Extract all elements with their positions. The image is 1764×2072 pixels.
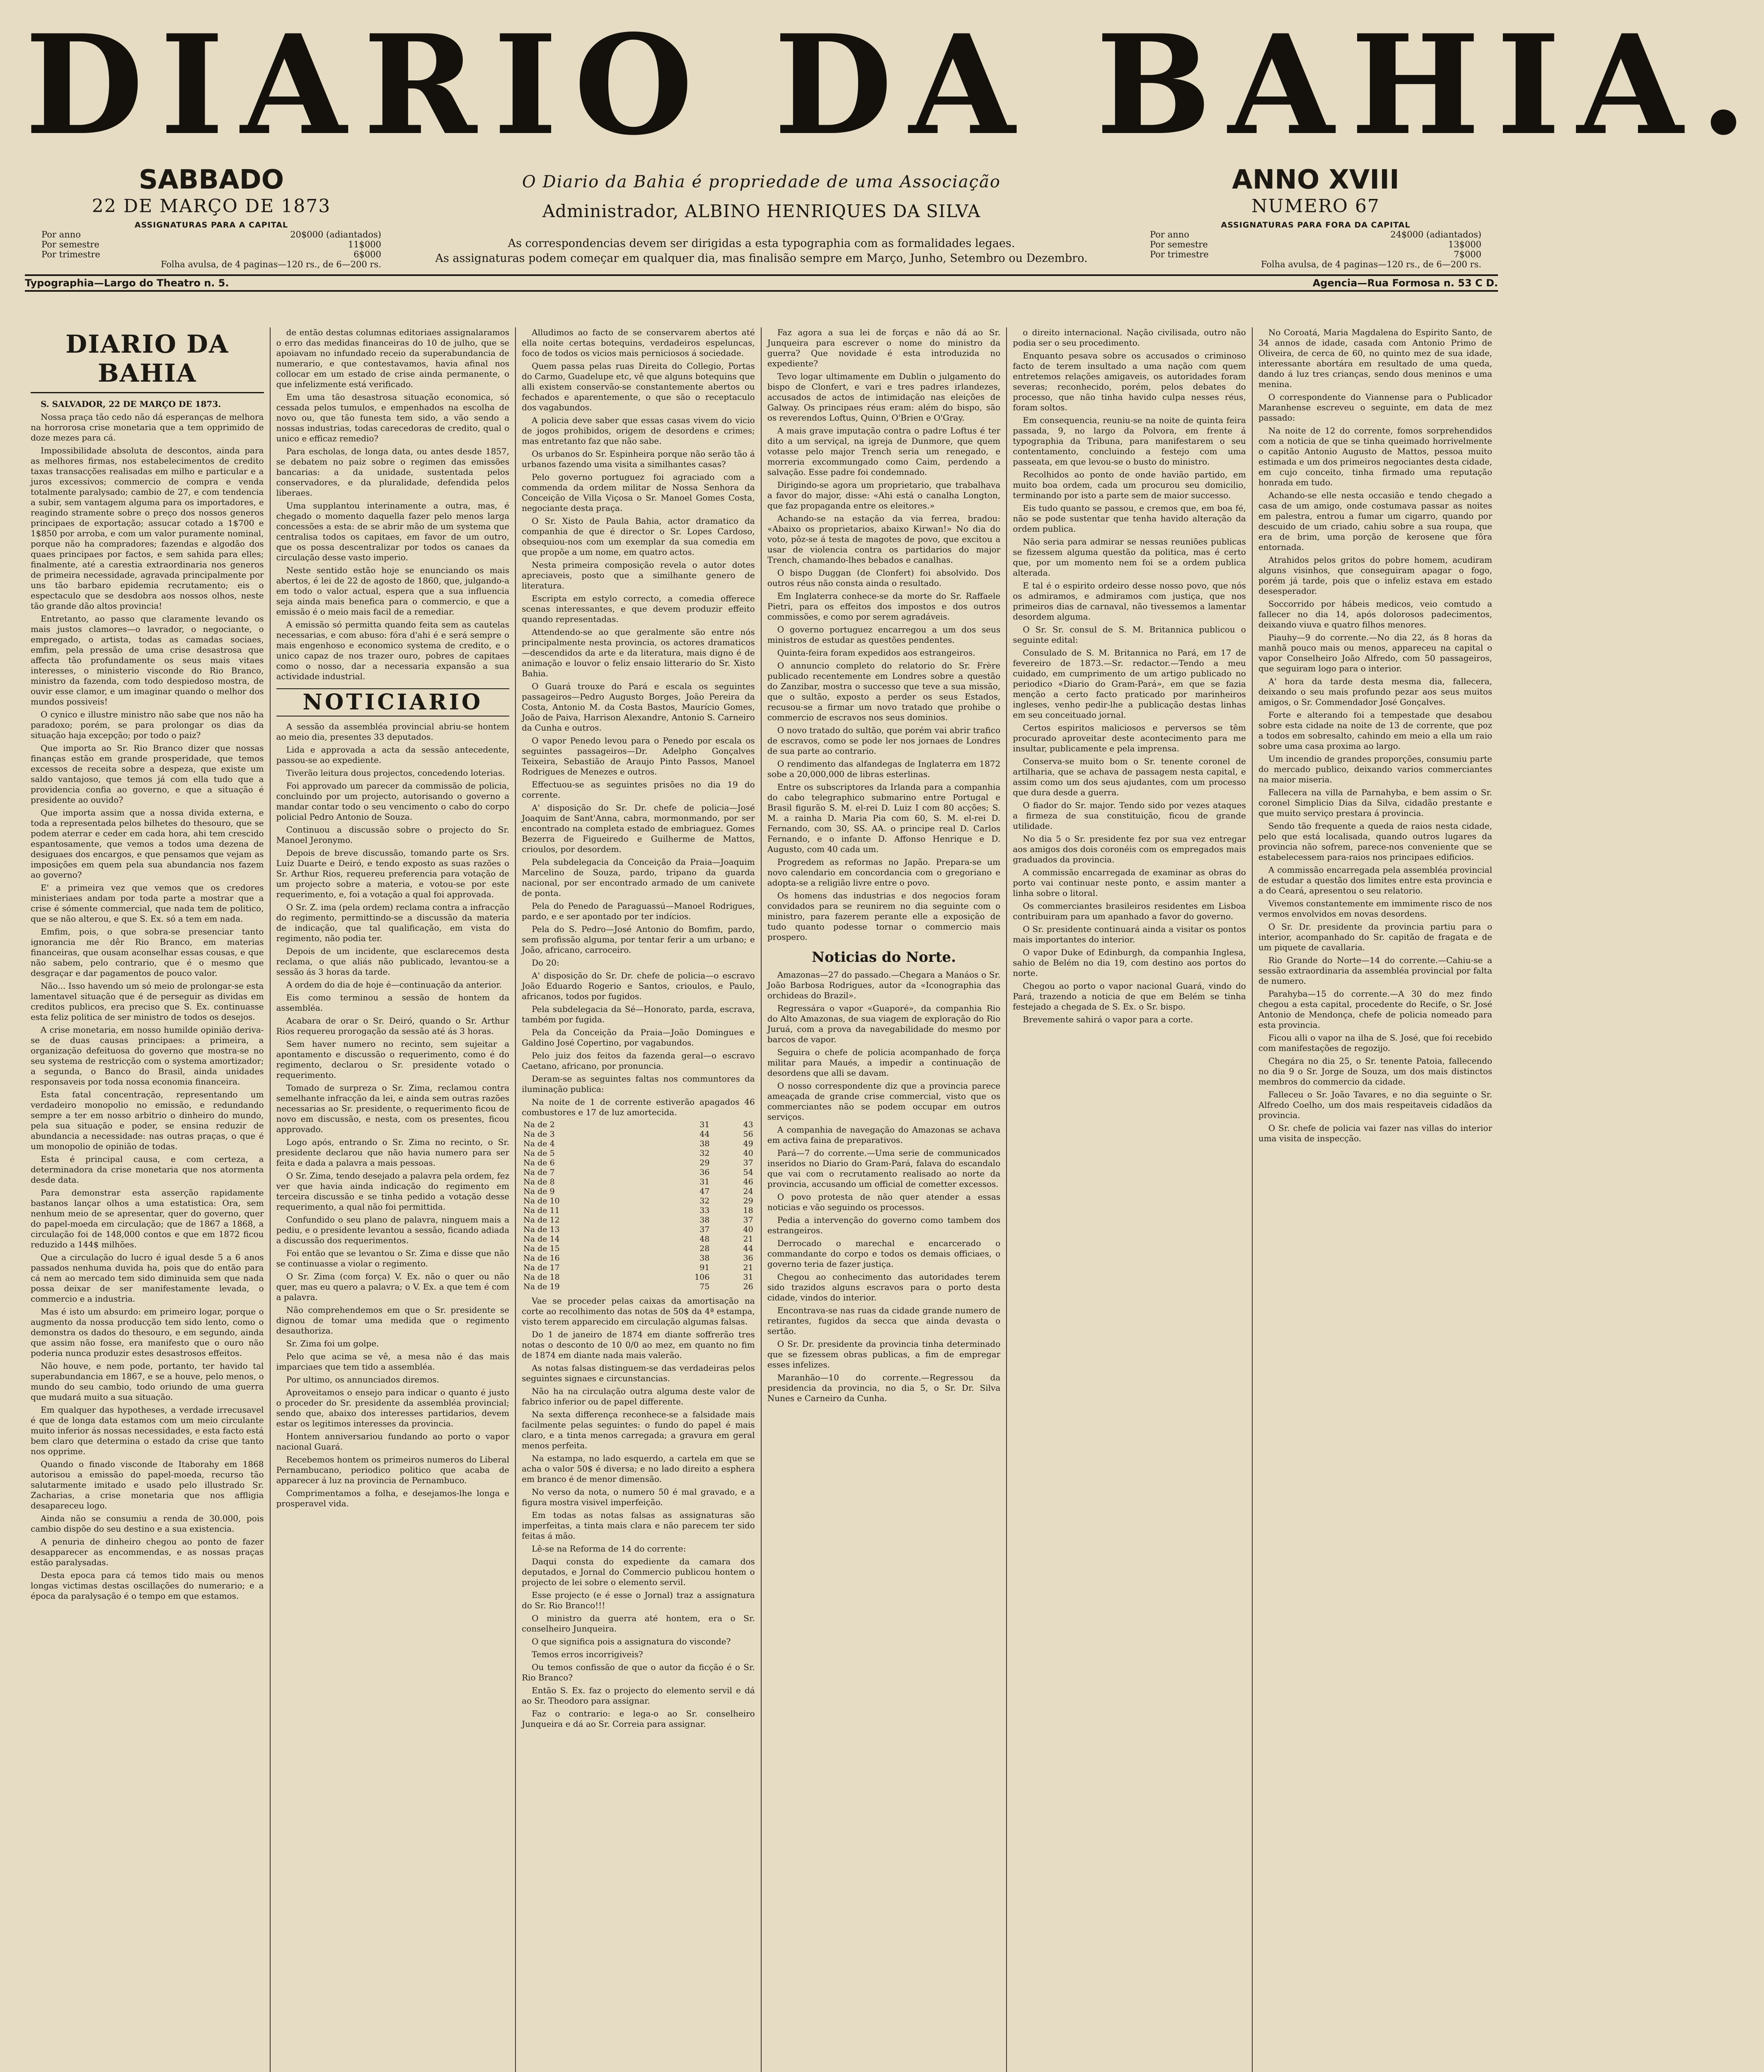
paragraph: O Guará trouxe do Pará e escala os seguintes passageiros—Pedro Augusto Borges, João Pereira da Costa, Antonio M. da Costa Bastos, Maurício Gomes, João de Paiva, Harrison Alexandre, Antonio S. Carneiro da Cunha e outros. bbox=[522, 681, 755, 733]
table-cell: 21 bbox=[743, 1263, 753, 1272]
north-news-body bbox=[767, 970, 1001, 1404]
paragraph: A' hora da tarde desta mesma dia, fallecera, deixando o seu mais profundo pezar aos seus muitos amigos, o Sr. Commendador José Gonçalves. bbox=[1258, 676, 1493, 707]
paragraph: Falleceu o Sr. João Tavares, e no dia seguinte o Sr. Alfredo Coelho, um dos mais respeitaveis cidadãos da provincia. bbox=[1258, 1089, 1493, 1120]
paragraph: Os commerciantes brasileiros residentes em Lisboa contribuiram para um apanhado a favor do governo. bbox=[1013, 901, 1246, 921]
paragraph: Ficou alli o vapor na ilha de S. José, que foi recebido com manifestações de regozijo. bbox=[1258, 1033, 1493, 1053]
column-6 bbox=[1253, 327, 1498, 2072]
paragraph: Escripta em estylo correcto, a comedia offerece scenas interessantes, e que devem produzir effeito quando representadas. bbox=[522, 593, 755, 624]
paragraph: A crise monetaria, em nosso humilde opinião deriva-se de duas causas principaes: a primeira, a organização defeituosa do governo que mostra-se no seu systema de restricção com o systema amortizador; a segunda, o Banco do Brasil, ainda unidades responsaveis por toda nossa economia financeira. bbox=[31, 1025, 264, 1087]
paragraph: Chegára no dia 25, o Sr. tenente Patoia, fallecendo no dia 9 o Sr. Jorge de Souza, um dos mais distinctos membros do commercio da cidade. bbox=[1258, 1056, 1493, 1087]
column-3 bbox=[516, 327, 762, 2072]
paragraph: Por ultimo, os annunciados diremos. bbox=[286, 1375, 439, 1385]
column-2 bbox=[271, 327, 516, 2072]
paragraph: O Sr. Dr. presidente da provincia partiu para o interior, acompanhado do Sr. capitão de fragata e de um piquete de cavallaria. bbox=[1258, 922, 1493, 952]
paragraph: O cynico e illustre ministro não sabe que nos não ha paradoxo; porém, se para prolongar os dias da situação haja excepção; por todo o paiz? bbox=[31, 709, 264, 740]
paragraph: Attendendo-se ao que geralmente são entre nós principalmente nesta provincia, os actores dramaticos —descendidos da arte e da literatura, mais digno é de animação e louvor o feliz ensaio litterario do Sr. Xisto Bahia. bbox=[522, 627, 755, 678]
paragraph: Acabara de orar o Sr. Deiró, quando o Sr. Arthur Rios requereu prorogação da sessão até ás 3 horas. bbox=[276, 1016, 510, 1036]
paragraph: O Sr. Z. ima (pela ordem) reclama contra a infracção do regimento, permittindo-se a discussão da materia de indicação, que tal qualificação, em vista do regimento, não podia ter. bbox=[276, 902, 510, 943]
paragraph: Em uma tão desastrosa situação economica, só cessada pelos tumulos, e empenhados na escolha de novo ou, que tão funesta tem sido, a vão sendo a nossas industrias, todas carecedoras de credito, qual o unico e efficaz remedio? bbox=[276, 392, 510, 443]
table-cell: 91 bbox=[699, 1263, 710, 1272]
paragraph: A mais grave imputação contra o padre Loftus é ter dito a um serviçal, na igreja de Dunmore, que quem votasse pelo major Trench seria um renegado, e morreria excommungado como Caim, perdendo a salvação. Esse padre foi condemnado. bbox=[767, 426, 1001, 477]
paragraph: de então destas columnas editoriaes assignalaramos o erro das medidas financeiras do 10 de julho, que se apoiavam no infundado receio da superabundancia de numerario, e que contestavamos, havia afinal nos collocar em um estado de crise ainda permanente, o que infelizmente está verificado. bbox=[276, 327, 510, 389]
paragraph: Os homens das industrias e dos negocios foram convidados para se reunirem no dia seguinte com o ministro, para fazerem perante elle a exposição de tudo quanto podesse tornar o commercio mais prospero. bbox=[767, 891, 1001, 942]
table-cell: 31 bbox=[699, 1120, 710, 1129]
table-row bbox=[522, 1273, 755, 1282]
paragraph: E tal é o espirito ordeiro desse nosso povo, que nós os admiramos, e admiramos com justiça, que nos primeiros dias de carnaval, não tivessemos a lamentar desordem alguma. bbox=[1013, 581, 1246, 622]
table-row bbox=[522, 1244, 755, 1254]
paragraph: No verso da nota, o numero 50 é mal gravado, e a figura mostra visivel imperfeição. bbox=[522, 1487, 755, 1507]
table-row bbox=[522, 1168, 755, 1177]
paragraph: O Sr. Dr. presidente da provincia tinha determinado que se fizessem obras publicas, a fim de empregar esses infelizes. bbox=[767, 1339, 1001, 1370]
paragraph: Brevemente sahirá o vapor para a corte. bbox=[1023, 1014, 1193, 1024]
paragraph: Seguira o chefe de policia acompanhado de força militar para Maués, a impedir a continuação de desordens que alli se davam. bbox=[767, 1047, 1001, 1078]
paragraph: Entretanto, ao passo que claramente levando os mais justos clamores—o lavrador, o negociante, o empregado, o artista, todas as camadas sociaes, emfim, pela pressão de uma crise desastrosa que affecta tão profundamente os seus mais vitaes interesses, o ministerio visconde do Rio Branco, ministro da fazenda, com todo despiedoso mostra, de ouvir esse clamor, e um imaginar quando o melhor dos mundos possiveis! bbox=[31, 614, 264, 707]
paragraph: Confundido o seu plano de palavra, ninguem mais a pediu, e o presidente levantou a sessão, ficando adiada a discussão dos requerimentos. bbox=[276, 1215, 510, 1245]
paragraph: Foi approvado um parecer da commissão de policia, concluindo por um projecto, autorisando o governo a mandar contar todo o seu vencimento o cabo do corpo policial Pedro Antonio de Souza. bbox=[276, 781, 510, 822]
paragraph: Tiverão leitura dous projectos, concedendo loterias. bbox=[286, 768, 505, 778]
paragraph: O governo portuguez encarregou a um dos seus ministros de estudar as questões pendentes. bbox=[767, 625, 1001, 645]
table-row bbox=[522, 1196, 755, 1206]
paragraph: Desta epoca para cá temos tido mais ou menos longas victimas destas oscillações do numerario; e a época da paralysação é o tempo em que estamos. bbox=[31, 1570, 264, 1601]
table-cell: Na de 16 bbox=[523, 1254, 560, 1263]
typography-address: Typographia—Largo do Theatro n. 5. bbox=[25, 277, 229, 289]
paragraph: o direito internacional. Nação civilisada, outro não podia ser o seu procedimento. bbox=[1013, 327, 1246, 348]
paragraph: Tomado de surpreza o Sr. Zima, reclamou contra semelhante infracção da lei, e ainda sem outras razões necessarias ao Sr. presidente, o requerimento ficou de novo em discussão, e nesta, com os presentes, ficou approvado. bbox=[276, 1083, 510, 1134]
paragraph: Sendo tão frequente a queda de raios nesta cidade, pelo que está localisada, quando outros lugares da provincia não sofrem, parece-nos conveniente que se estabelecessem para-raios nos principaes edificios. bbox=[1258, 821, 1493, 862]
paragraph: Mas é isto um absurdo: em primeiro logar, porque o augmento da nossa producção tem sido lento, como o demonstra os dados do thesouro, e em segundo, ainda que assim não fosse, era manifesto que o ouro não poderia nunca produzir estes desastrosos effeitos. bbox=[31, 1307, 264, 1358]
section-paper-name: DIARIO DA BAHIA bbox=[31, 327, 264, 393]
table-cell: 44 bbox=[743, 1244, 753, 1253]
paragraph: Sem haver numero no recinto, sem sujeitar a apontamento e discussão o requerimento, como é do regimento, declarou o Sr. presidente votado o requerimento. bbox=[276, 1039, 510, 1080]
paragraph: Vae se proceder pelas caixas da amortisação na corte ao recolhimento das notas de 50$ da 4ª estampa, visto terem apparecido em circulação algumas falsas. bbox=[522, 1296, 755, 1326]
table-row bbox=[522, 1120, 755, 1130]
news-body bbox=[522, 327, 755, 1094]
paragraph: A penuria de dinheiro chegou ao ponto de fazer desapparecer as encommendas, e as nossas praças estão paralysadas. bbox=[31, 1537, 264, 1567]
paragraph: Quando o finado visconde de Itaborahy em 1868 autorisou a emissão do papel-moeda, recurso tão salutarmente imitado e usado pelo illustrado Sr. Zacharias, a crise monetaria que nos affligia desapareceu logo. bbox=[31, 1459, 264, 1510]
header-left bbox=[25, 165, 398, 269]
paragraph: Hontem anniversariou fundando ao porto o vapor nacional Guará. bbox=[276, 1431, 510, 1452]
table-row bbox=[522, 1177, 755, 1187]
paragraph: Para demonstrar esta asserção rapidamente bastanos lançar olhos a uma estatistica: Ora, sem nenhum meio de se apresentar, quer do governo, quer do papel-moeda em circulação; que de 1867 a 1868, a circulação foi de 148,000 contos e que em 1872 ficou reduzido a 144$ milhões. bbox=[31, 1188, 264, 1249]
paragraph: Atrahidos pelos gritos do pobre homem, acudiram alguns visinhos, que conseguiram apagar o fogo, porém já tarde, pois que o infeliz estava em estado desesperador. bbox=[1258, 555, 1493, 596]
table-row bbox=[522, 1130, 755, 1139]
paragraph: Sr. Zima foi um golpe. bbox=[286, 1339, 379, 1348]
paragraph: Um incendio de grandes proporções, consumiu parte do mercado publico, deixando varios commerciantes na maior miseria. bbox=[1258, 754, 1493, 784]
paragraph: Quinta-feira foram expedidos aos estrangeiros. bbox=[777, 648, 975, 658]
paragraph: Forte e alterando foi a tempestade que desabou sobre esta cidade na noite de 13 de corrente, que poz a todos em sobresalto, cahindo em meio a ella um raio sobre uma casa proxima ao largo. bbox=[1258, 710, 1493, 751]
paragraph: O ministro da guerra até hontem, era o Sr. conselheiro Junqueira. bbox=[522, 1613, 755, 1634]
editorial-body bbox=[31, 412, 264, 1601]
paragraph: Pelo juiz dos feitos da fazenda geral—o escravo Caetano, africano, por pronuncia. bbox=[522, 1051, 755, 1071]
paragraph: Em qualquer das hypotheses, a verdade irrecusavel é que de longa data estamos com um meio circulante muito inferior ás nossas necessidades, e esta facto está bem claro que determina o estado da crise que tanto nos opprime. bbox=[31, 1405, 264, 1456]
paragraph: O annuncio completo do relatorio do Sr. Frère publicado recentemente em Londres sobre a questão do Zanzibar, mostra o successo que teve a sua missão, que o sultão, exposto a perder os seus Estados, recusou-se a firmar um novo tratado que prohibe o commercio de escravos nos seus dominios. bbox=[767, 661, 1001, 722]
north-news-heading: Noticias do Norte. bbox=[811, 949, 956, 966]
paragraph: Parahyba—15 do corrente.—A 30 do mez findo chegou a esta capital, procedente do Recife, o Sr. José Antonio de Mendonça, chefe de policia nomeado para esta provincia. bbox=[1258, 989, 1493, 1030]
paragraph: Recebemos hontem os primeiros numeros do Liberal Pernambucano, periodico politico que acaba de apparecer á luz na provincia de Pernambuco. bbox=[276, 1455, 510, 1485]
paragraph: Esse projecto (e é esse o Jornal) traz a assignatura do Sr. Rio Branco!!! bbox=[522, 1590, 755, 1610]
paragraph: Ainda não se consumiu a renda de 30.000, pois cambio dispõe do seu destino e a sua existencia. bbox=[31, 1513, 264, 1534]
price-row: Por trimestre 6$000 bbox=[41, 249, 381, 259]
north-news-continued bbox=[1013, 327, 1246, 1025]
price-row: Por trimestre 7$000 bbox=[1150, 249, 1481, 259]
paragraph: Daqui consta do expediente da camara dos deputados, e Jornal do Commercio publicou hontem o projecto de lei sobre o elemento servil. bbox=[522, 1556, 755, 1587]
paragraph: Lê-se na Reforma de 14 do corrente: bbox=[532, 1544, 686, 1554]
paragraph: A emissão só permitta quando feita sem as cautelas necessarias, e com abuso: fóra d'ahi é e será sempre o mais engenhoso e economico systema de credito, e o unico capaz de nos trazer ouro, pobres de capitaes como o nosso, dar a necessaria expansão a sua actividade industrial. bbox=[276, 620, 510, 681]
foreign-news-body bbox=[767, 327, 1001, 942]
table-cell: 40 bbox=[743, 1225, 753, 1234]
paragraph: Faz agora a sua lei de forças e não dá ao Sr. Junqueira para escrever o nome do ministro da guerra? Que novidade é esta introduzida no expediente? bbox=[767, 327, 1001, 368]
paragraph: Pela do Penedo de Paraguassú—Manoel Rodrigues, pardo, e e ser apontado por ter indícios. bbox=[522, 901, 755, 921]
table-row bbox=[522, 1139, 755, 1149]
year-label: ANNO XVIII bbox=[1232, 165, 1399, 195]
paragraph: Aproveitamos o ensejo para indicar o quanto é justo o proceder do Sr. presidente da assembléa provincial; sendo que, abaixo dos interesses partidarios, devem estar os legitimos interesses da provincia. bbox=[276, 1387, 510, 1428]
price-row: Por anno 24$000 (adiantados) bbox=[1150, 230, 1481, 240]
column-5 bbox=[1007, 327, 1253, 2072]
table-cell: Na de 18 bbox=[523, 1273, 560, 1282]
paragraph: Maranhão—10 do corrente.—Regressou da presidencia da provincia, no dia 5, o Sr. Dr. Silva Nunes e Carneiro da Cunha. bbox=[767, 1372, 1001, 1403]
paragraph: Encontrava-se nas ruas da cidade grande numero de retirantes, fugidos da secca que ainda devasta o sertão. bbox=[767, 1305, 1001, 1336]
administrator-line: Administrador, ALBINO HENRIQUES DA SILVA bbox=[542, 201, 981, 221]
single-copy-note: Folha avulsa, de 4 paginas—120 rs., de 6—200 rs. bbox=[1261, 259, 1481, 269]
paragraph: Não comprehendemos em que o Sr. presidente se dignou de tomar uma medida que o regimento desauthoriza. bbox=[276, 1305, 510, 1336]
table-cell: Na de 12 bbox=[523, 1215, 560, 1225]
paragraph: Pelo governo portuguez foi agraciado com a commenda da ordem militar de Nossa Senhora da Conceição de Villa Viçosa o Sr. Manoel Gomes Costa, negociante desta praça. bbox=[522, 472, 755, 513]
table-cell: 33 bbox=[699, 1206, 710, 1215]
table-row bbox=[522, 1206, 755, 1215]
noticiario-body bbox=[276, 721, 510, 1509]
paragraph: Nesta primeira composição revela o autor dotes apreciaveis, posto que a similhante genero de literatura. bbox=[522, 560, 755, 591]
paragraph: Então S. Ex. faz o projecto do elemento servil e dá ao Sr. Theodoro para assignar. bbox=[522, 1685, 755, 1706]
weekday: SABBADO bbox=[138, 165, 284, 195]
paragraph: Os urbanos do Sr. Espinheira porque não serão tão á urbanos fazendo uma visita a similhantes casas? bbox=[522, 449, 755, 469]
paragraph: Pela do S. Pedro—José Antonio do Bomfim, pardo, sem profissão alguma, por tentar ferir a um urbano; e João, africano, carroceiro. bbox=[522, 924, 755, 955]
paragraph: Pedia a intervenção do governo como tambem dos estrangeiros. bbox=[767, 1215, 1001, 1235]
paragraph: Na estampa, no lado esquerdo, a cartela em que se acha o valor 50$ é diversa; e no lado direito a esphera em branco é de menor dimensão. bbox=[522, 1453, 755, 1484]
table-cell: 75 bbox=[699, 1282, 710, 1291]
table-cell: 48 bbox=[699, 1234, 710, 1244]
paragraph: Que importa assim que a nossa divida externa, e toda a representada pelos bilhetes do thesouro, que se podem aterrar e ceder em cada hora, ahi tem crescido espantosamente, que vemos a todos uma dezena de desiguaes dos encargos, e que pensamos que vejam as imposições em quem pela sua abundancia nos fazem ao governo? bbox=[31, 808, 264, 880]
paragraph: E' a primeira vez que vemos que os credores ministeriaes andam por toda parte a mostrar que a crise é sómente commercial, que nada tem de politico, que se não alterou, e que S. Ex. só a tem em nada. bbox=[31, 883, 264, 924]
paragraph: No dia 5 o Sr. presidente fez por sua vez entregar aos amigos dos dois coronéis com os empregados mais graduados da provincia. bbox=[1013, 834, 1246, 864]
paragraph: Deram-se as seguintes faltas nos communtores da iluminação publica: bbox=[522, 1074, 755, 1094]
table-cell: Na de 4 bbox=[523, 1139, 555, 1148]
paragraph: Que a circulação do lucro é igual desde 5 a 6 anos passados nenhuma duvida ha, pois que do então para cá nem ao mercado tem sido diminuida sem que nada possa deixar de ser manifestamente levada, o commercio e a industria. bbox=[31, 1252, 264, 1304]
paragraph: Neste sentido estão hoje se enunciando os mais abertos, é lei de 22 de agosto de 1860, que, julgando-a em todo o valor actual, espera que a sua influencia seja ainda mais benefica para o commercio, e que a emissão é o meio mais facil de a remediar. bbox=[276, 565, 510, 617]
paragraph: Vivemos constantemente em immimente risco de nos vermos envolvidos em novas desordens. bbox=[1258, 898, 1493, 919]
single-copy-note: Folha avulsa, de 4 paginas—120 rs., de 6—200 rs. bbox=[160, 259, 381, 269]
table-cell: 44 bbox=[699, 1130, 710, 1139]
paragraph: Do 1 de janeiro de 1874 em diante soffrerão tres notas o desconto de 10 0/0 ao mez, em quanto no fim de 1874 em diante nada mais valerão. bbox=[522, 1329, 755, 1360]
table-cell: 26 bbox=[743, 1282, 753, 1291]
paragraph: O Sr. chefe de policia vai fazer nas villas do interior uma visita de inspecção. bbox=[1258, 1123, 1493, 1143]
paragraph: Enquanto pesava sobre os accusados o criminoso facto de terem insultado a uma nação com quem entretemos relações amigaveis, os autoridades foram severas; reconhecido, porém, pelos debates do processo, que não tinha havido culpa nesses réus, foram soltos. bbox=[1013, 351, 1246, 412]
table-cell: 18 bbox=[743, 1206, 753, 1215]
table-cell: Na de 17 bbox=[523, 1263, 560, 1272]
table-cell: 40 bbox=[743, 1149, 753, 1158]
paragraph: Pelo que acima se vê, a mesa não é das mais imparciaes que tem tido a assembléa. bbox=[276, 1351, 510, 1372]
paragraph: Entre os subscriptores da Irlanda para a companhia do cabo telegraphico submarino entre Portugal e Brasil figurão S. M. el-rei D. Luiz I com 80 acções; S. M. a rainha D. Maria Pia com 60, S. M. el-rei D. Fernando, com 30, SS. AA. o principe real D. Carlos Fernando, e o infante D. Affonso Henrique e D. Augusto, com 40 cada um. bbox=[767, 782, 1001, 854]
paragraph: Soccorrido por hábeis medicos, veio comtudo a fallecer no dia 14, após dolorosos padecimentos, deixando viuva e quatro filhos menores. bbox=[1258, 599, 1493, 629]
paragraph: Pela subdelegacia da Sé—Honorato, parda, escrava, também por fugida. bbox=[522, 1004, 755, 1024]
table-row bbox=[522, 1215, 755, 1225]
paragraph: Na sexta differença reconhece-se a falsidade mais facilmente pelas seguintes: o fundo do papel é mais claro, e a tinta menos carregada; a gravura em geral menos perfeita. bbox=[522, 1409, 755, 1450]
price-row: Por semestre 11$000 bbox=[41, 240, 381, 249]
paragraph: O que significa pois a assignatura do visconde? bbox=[532, 1636, 731, 1646]
paragraph: Esta é principal causa, e com certeza, a determinadora da crise monetaria que nos atormenta desde data. bbox=[31, 1154, 264, 1185]
paragraph: Continuou a discussão sobre o projecto do Sr. Manoel Jeronymo. bbox=[276, 825, 510, 845]
paragraph: Fallecera na villa de Parnahyba, e bem assim o Sr. coronel Simplicio Dias da Silva, cidadão prestante e que muito serviço prestara á provincia. bbox=[1258, 787, 1493, 818]
table-cell: 56 bbox=[743, 1130, 753, 1139]
paragraph: Rio Grande do Norte—14 do corrente.—Cahiu-se a sessão extraordinaria da assembléa provincial por falta de numero. bbox=[1258, 955, 1493, 986]
paragraph: Temos erros incorrigiveis? bbox=[532, 1649, 643, 1659]
editorial-dateline: S. SALVADOR, 22 DE MARÇO DE 1873. bbox=[41, 399, 221, 409]
column-4 bbox=[762, 327, 1007, 2072]
table-cell: 31 bbox=[743, 1273, 753, 1282]
issue-date: 22 DE MARÇO DE 1873 bbox=[92, 196, 331, 217]
paragraph: Amazonas—27 do passado.—Chegara a Manáos o Sr. João Barbosa Rodrigues, autor da «Iconographia das orchideas do Brazil». bbox=[767, 970, 1001, 1000]
paragraph: Na noite de 12 do corrente, fomos sorprehendidos com a noticia de que se tinha queimado horrivelmente o capitão Antonio Augusto de Mattos, pessoa muito estimada e um dos primeiros negociantes desta cidade, em cujo conceito, tinha firmado uma reputação honrada em tudo. bbox=[1258, 426, 1493, 487]
issue-number: NUMERO 67 bbox=[1251, 196, 1380, 217]
table-cell: Na de 13 bbox=[523, 1225, 560, 1234]
paragraph: O rendimento das alfandegas de Inglaterra em 1872 sobe a 20,000,000 de libras esterlinas. bbox=[767, 759, 1001, 779]
table-cell: 32 bbox=[699, 1196, 710, 1205]
table-row bbox=[522, 1282, 755, 1292]
paragraph: O Sr. Zima (com força) V. Ex. não o quer ou não quer, mas eu quero a palavra; o V. Ex. a que tem é com a palavra. bbox=[276, 1271, 510, 1302]
table-cell: 36 bbox=[743, 1254, 753, 1263]
paragraph: O vapor Penedo levou para o Penedo por escala os seguintes passageiros—Dr. Adelpho Gonçalves Teixeira, Sebastião de Araujo Pinto Passos, Manoel Rodrigues de Menezes e outros. bbox=[522, 736, 755, 777]
paragraph: O bispo Duggan (de Clonfert) foi absolvido. Dos outros réus não consta ainda o resultado. bbox=[767, 568, 1001, 588]
paragraph: A sessão da assembléa provincial abriu-se hontem ao meio dia, presentes 33 deputados. bbox=[276, 721, 510, 742]
paragraph: Chegou ao conhecimento das autoridades terem sido trazidos alguns escravos para o porto desta cidade, vindos do interior. bbox=[767, 1272, 1001, 1302]
paragraph: Em todas as notas falsas as assignaturas são imperfeitas, a tinta mais clara e não parecem ter sido feitas á mão. bbox=[522, 1510, 755, 1541]
table-cell: 24 bbox=[743, 1187, 753, 1196]
table-cell: Na de 19 bbox=[523, 1282, 560, 1291]
paragraph: Dirigindo-se agora um proprietario, que trabalhava a favor do major, disse: «Ahi está o canalha Longton, que faz propaganda entre os eleitores.» bbox=[767, 480, 1001, 511]
paragraph: O povo protesta de não quer atender a essas noticias e vão seguindo os processos. bbox=[767, 1192, 1001, 1212]
paragraph: Progredem as reformas no Japão. Prepara-se um novo calendario em concordancia com o gregoriano e adopta-se a religião livre entre o povo. bbox=[767, 857, 1001, 888]
paragraph: O Sr. presidente continuará ainda a visitar os pontos mais importantes do interior. bbox=[1013, 924, 1246, 944]
paragraph: Piauhy—9 do corrente.—No dia 22, ás 8 horas da manhã pouco mais ou menos, appareceu na capital o vapor Conselheiro João Alfredo, com 50 passageiros, que seguiram logo para o interior. bbox=[1258, 632, 1493, 673]
paragraph: A' disposição do Sr. Dr. chefe de policia—José Joaquim de Sant'Anna, cabra, mormonmando, por ser encontrado na completa estado de embriaguez. Gomes Bezerra de Figueiredo e Guilherme de Mattos, crioulos, por desordem. bbox=[522, 803, 755, 854]
paragraph: Não... Isso havendo um só meio de prolongar-se esta lamentavel situação que é de perseguir as dividas em creditos publicos, era preciso que S. Ex. continuasse esta feliz politica de ser ministro de todos os desejos. bbox=[31, 981, 264, 1022]
header-center bbox=[398, 165, 1125, 265]
paragraph: Não seria para admirar se nessas reuniões publicas se fizessem alguma questão da politica, mas é certo que, por um momento nem foi se a ordem publica alterada. bbox=[1013, 537, 1246, 578]
paragraph: Pela da Conceição da Praia—João Domingues e Galdino José Copertino, por vagabundos. bbox=[522, 1027, 755, 1048]
table-row bbox=[522, 1158, 755, 1168]
paragraph: No Coroatá, Maria Magdalena do Espirito Santo, de 34 annos de idade, casada com Antonio Primo de Oliveira, de cerca de 60, no quinto mez de sua idade, interessante abortára em resultado de uma queda, dando á luz tres crianças, sendo dous meninos e uma menina. bbox=[1258, 327, 1493, 389]
table-row bbox=[522, 1225, 755, 1234]
table-cell: 29 bbox=[743, 1196, 753, 1205]
address-strip bbox=[25, 274, 1498, 292]
paragraph: Depois de breve discussão, tomando parte os Srs. Luiz Duarte e Deiró, e tendo exposto as suas razões o Sr. Arthur Rios, requereu preferencia para votação de um projecto sobre a materia, e votou-se por este requerimento, e, foi a votação a qual foi approvada. bbox=[276, 848, 510, 899]
paragraph: Lida e approvada a acta da sessão antecedente, passou-se ao expediente. bbox=[276, 745, 510, 765]
paragraph: Esta fatal concentração, representando um verdadeiro monopolio no emissão, e redundando sempre a ter em nosso arbitrio o dinheiro do mundo, pela sua situação e poder, se ensina reduzir de abundancia a necessidade: nas outras praças, o que é um monopolio de opinião de todas. bbox=[31, 1089, 264, 1151]
paragraph: Que importa ao Sr. Rio Branco dizer que nossas finanças estão em grande prosperidade, que temos excessos de receita sobre a despeza, que existe um saldo vantajoso, que temos já com ella tudo que a providencia confia ao governo, e que a situação é presidente ao ouvido? bbox=[31, 743, 264, 805]
paragraph: Conserva-se muito bom o Sr. tenente coronel de artilharia, que se achava de passagem nesta capital, e assim como um dos seus ajudantes, com um processo que dura desde a guerra. bbox=[1013, 756, 1246, 797]
table-cell: Na de 8 bbox=[523, 1177, 555, 1186]
paragraph: Derrocado o marechal e encarcerado o commandante do corpo e todos os demais officiaes, o governo teria de fazer justiça. bbox=[767, 1238, 1001, 1269]
noticiario-heading: NOTICIARIO bbox=[276, 688, 510, 716]
paragraph: O vapor Duke of Edinburgh, da companhia Inglesa, sahio de Belém no dia 19, com destino aos portos do norte. bbox=[1013, 947, 1246, 978]
paragraph: Para escholas, de longa data, ou antes desde 1857, se debatem no paiz sobre o regimen das emissões bancarias: a da unidade, sustentada pelos conservadores, e da pluralidade, defendida pelos liberaes. bbox=[276, 446, 510, 498]
editorial-continued bbox=[276, 327, 510, 682]
table-cell: Na de 2 bbox=[523, 1120, 555, 1129]
table-cell: Na de 9 bbox=[523, 1187, 555, 1196]
paragraph: Recolhidos ao ponto de onde havião partido, em muito boa ordem, cada um procurou seu domicilio, terminando por isto a parte sem de maior successo. bbox=[1013, 470, 1246, 500]
table-cell: 106 bbox=[694, 1273, 710, 1282]
paragraph: O Sr. Sr. consul de S. M. Britannica publicou o seguinte edital: bbox=[1013, 625, 1246, 645]
paragraph: A commissão encarregada de examinar as obras do porto vai continuar neste ponto, e assim manter a linha sobre o litoral. bbox=[1013, 867, 1246, 898]
header-right bbox=[1133, 165, 1498, 269]
subscriptions-capital-title: ASSIGNATURAS PARA A CAPITAL bbox=[134, 220, 288, 230]
paragraph: O fiador do Sr. major. Tendo sido por vezes ataques a firmeza de sua constituição, ficou de grande utilidade. bbox=[1013, 800, 1246, 831]
paragraph: Consulado de S. M. Britannica no Pará, em 17 de fevereiro de 1873.—Sr. redactor.—Tendo a meu cuidado, em cumprimento de um artigo publicado no periodico «Diario do Gram-Pará», em que se fazia menção a certo facto praticado por marinheiros ingleses, venho pedir-lhe a publicação destas linhas em seu conceituado jornal. bbox=[1013, 648, 1246, 720]
correspondence-notice: As correspondencias devem ser dirigidas a esta typographia com as formalidades legaes. bbox=[508, 237, 1015, 250]
paragraph: Achando-se na estação da via ferrea, bradou: «Abaixo os proprietarios, abaixo Kirwan!» No dia do voto, pôz-se á testa de magotes de povo, que excitou a usar de violencia contra os partidarios do major Trench, chamando-lhes bebados e canalhas. bbox=[767, 513, 1001, 565]
table-cell: 46 bbox=[743, 1177, 753, 1186]
paragraph: Não ha na circulação outra alguma deste valor de fabrico inferior ou de papel differente. bbox=[522, 1386, 755, 1406]
paragraph: A policia deve saber que essas casas vivem do vicio de jogos prohibidos, origem de desordens e crimes; mas entretanto faz que não sabe. bbox=[522, 415, 755, 446]
paragraph: Pela subdelegacia da Conceição da Praia—Joaquim Marcelino de Souza, pardo, tripano da guarda nacional, por ser encontrado armado de um canivete de ponta. bbox=[522, 857, 755, 898]
paragraph: O Sr. Zima, tendo desejado a palavra pela ordem, fez ver que havia ainda indicação do regimento em terceira discussão e se tinha pedido a votação desse requerimento, a qual não foi permittida. bbox=[276, 1171, 510, 1212]
paragraph: Foi então que se levantou o Sr. Zima e disse que não se continuasse a violar o regimento. bbox=[276, 1248, 510, 1268]
price-row: Por anno 20$000 (adiantados) bbox=[41, 230, 381, 240]
table-cell: Na de 7 bbox=[523, 1168, 555, 1177]
column-1 bbox=[25, 327, 271, 2072]
table-cell: 21 bbox=[743, 1234, 753, 1244]
paragraph: Alludimos ao facto de se conservarem abertos até ella noite certas botequins, verdadeiros espeluncas, foco de todos os vicios mais perniciosos á sociedade. bbox=[522, 327, 755, 358]
table-cell: Na de 15 bbox=[523, 1244, 560, 1253]
paragraph: Effectuou-se as seguintes prisões no dia 19 do corrente. bbox=[522, 779, 755, 800]
paragraph: As notas falsas distinguem-se das verdadeiras pelos seguintes signaes e circunstancias. bbox=[522, 1363, 755, 1383]
table-cell: 37 bbox=[699, 1225, 710, 1234]
paragraph: Tevo logar ultimamente em Dublin o julgamento do bispo de Clonfert, e vari e tres padres irlandezes, accusados de actos de intimidação nas eleições de Galway. Os principaes réus eram: além do bispo, são os reverendos Loftus, Quinn, O'Brien e O'Gray. bbox=[767, 371, 1001, 423]
paragraph: A companhia de navegação do Amazonas se achava em activa faina de preparativos. bbox=[767, 1125, 1001, 1145]
table-cell: 47 bbox=[699, 1187, 710, 1196]
paragraph: Depois de um incidente, que esclarecemos desta reclama, o que aliás não publicado, levantou-se a sessão ás 3 horas da tarde. bbox=[276, 946, 510, 977]
table-cell: 36 bbox=[699, 1168, 710, 1177]
table-cell: 38 bbox=[699, 1139, 710, 1148]
agency-address: Agencia—Rua Formosa n. 53 C D. bbox=[1312, 277, 1498, 289]
paragraph: O nosso correspondente diz que a provincia parece ameaçada de grande crise commercial, visto que os commerciantes não se podem occupar em outros serviços. bbox=[767, 1081, 1001, 1122]
table-cell: 29 bbox=[699, 1158, 710, 1167]
article-columns bbox=[25, 327, 1498, 2072]
paragraph: Pará—7 do corrente.—Uma serie de communicados inseridos no Diario do Gram-Pará, falava do escandalo que vai com o recrutamento realisado ao norte da provincia, accusando um official de cometter excessos. bbox=[767, 1148, 1001, 1189]
paragraph: Faz o contrario: e lega-o ao Sr. conselheiro Junqueira e dá ao Sr. Correia para assignar. bbox=[522, 1709, 755, 1729]
table-cell: 28 bbox=[699, 1244, 710, 1253]
paragraph: Eis tudo quanto se passou, e cremos que, em boa fé, não se pode sustentar que tenha havido alteração da ordem publica. bbox=[1013, 503, 1246, 534]
table-cell: 37 bbox=[743, 1215, 753, 1225]
table-cell: 54 bbox=[743, 1168, 753, 1177]
paragraph: Emfim, pois, o que sobra-se presenciar tanto ignorancia me dêr Rio Branco, em materias financeiras, que ousam aconselhar essas cousas, e que não sabem, pelo contrario, que é o mesmo que desgraçar e dar pagamentos de pouco valor. bbox=[31, 927, 264, 978]
ownership-motto: O Diario da Bahia é propriedade de uma Associação bbox=[522, 172, 1001, 191]
paragraph: A commissão encarregada pela assembléa provincial de estudar a questão dos limites entre esta provincia e a do Ceará, apresentou o seu relatorio. bbox=[1258, 865, 1493, 896]
lighting-table bbox=[522, 1120, 755, 1292]
table-cell: Na de 10 bbox=[523, 1196, 560, 1205]
paragraph: Ou temos confissão de que o autor da ficção é o Sr. Rio Branco? bbox=[522, 1662, 755, 1682]
table-row bbox=[522, 1254, 755, 1263]
table-cell: Na de 6 bbox=[523, 1158, 555, 1167]
paragraph: Em consequencia, reuniu-se na noite de quinta feira passada, 9, no largo da Polvora, em frente á typographia da Tribuna, para manifestarem o seu contentamento, concluindo a festejo com uma passeata, em que levou-se o busto do ministro. bbox=[1013, 415, 1246, 467]
table-row bbox=[522, 1149, 755, 1158]
paragraph: Do 20: bbox=[532, 958, 559, 968]
table-row bbox=[522, 1263, 755, 1273]
table-cell: Na de 3 bbox=[523, 1130, 555, 1139]
paragraph: O correspondente do Viannense para o Publicador Maranhense escreveu o seguinte, em data de mez passado: bbox=[1258, 392, 1493, 423]
table-row bbox=[522, 1187, 755, 1196]
paragraph: Comprimentamos a folha, e desejamos-lhe longa e prosperavel vida. bbox=[276, 1488, 510, 1508]
price-row: Por semestre 13$000 bbox=[1150, 240, 1481, 249]
provincial-news-body bbox=[1258, 327, 1492, 1144]
paragraph: Achando-se elle nesta occasião e tendo chegado a casa de um amigo, onde costumava passar as noites em palestra, entrou a fumar um cigarro, quando por descuido de um criado, cahiu sobre a sua roupa, que era de brim, uma porção de kerosene que fôra entornada. bbox=[1258, 490, 1493, 552]
subscription-notice: As assignaturas podem começar em qualquer dia, mas finalisão sempre em Março, Junho, Setembro ou Dezembro. bbox=[435, 252, 1088, 265]
table-cell: 38 bbox=[699, 1254, 710, 1263]
paragraph: Impossibilidade absoluta de descontos, ainda para as melhores firmas, nos estabelecimentos de credito taxas transacções realisadas em milho e particular e a juros excessivos; commercio de compra e venda totalmente paralysado; cambio de 27, e com tendencia a subir, sem vantagem alguma para os importadores, e reagindo stramente sobre o preço dos nossos generos principaes de exportação; assucar cotado a 1$700 e 1$850 por arroba, e com um valor puramente nominal, porque não ha compradores; fazendas e algodão dos quaes principaes por factos, e sem sahida para elles; finalmente, até a carestia extraordinaria nos generos de primeira necessidade, agravada principalmente por uns tão barbaro epidemia recrutamento; eis o espectaculo que se desdobra aos nossos olhos, neste tão grande dão altos provincia! bbox=[31, 445, 264, 611]
paragraph: Em Inglaterra conhece-se da morte do Sr. Raffaele Pietri, para os effeitos dos impostos e dos outros commissões, e como por serem agradáveis. bbox=[767, 591, 1001, 622]
paragraph: A' disposição do Sr. Dr. chefe de policia—o escravo João Eduardo Rogerio e Santos, crioulos, e Paulo, africanos, todos por fugidos. bbox=[522, 971, 755, 1001]
table-cell: Na de 14 bbox=[523, 1234, 560, 1244]
paragraph: Quem passa pelas ruas Direita do Collegio, Portas do Carmo, Guadelupe etc, vê que alguns botequins que alli existem conservão-se constantemente abertos ou fechados e aparentemente, o que são o receptaculo dos vagabundos. bbox=[522, 361, 755, 412]
masthead-title: DIARIO DA BAHIA. bbox=[25, 5, 1764, 165]
table-cell: Na de 5 bbox=[523, 1149, 555, 1158]
table-cell: Na de 11 bbox=[523, 1206, 560, 1215]
paragraph: A ordem do dia de hoje é—continuação da anterior. bbox=[286, 980, 502, 990]
lighting-intro: Na noite de 1 de corrente estiverão apagados 46 combustores e 17 de luz amortecida. bbox=[522, 1097, 755, 1117]
paragraph: Certos espiritos maliciosos e perversos se têm procurado aproveitar deste acontecimento para me insultar, publicamente e pela imprensa. bbox=[1013, 723, 1246, 753]
table-cell: 32 bbox=[699, 1149, 710, 1158]
table-cell: 31 bbox=[699, 1177, 710, 1186]
paragraph: Não houve, e nem pode, portanto, ter havido tal superabundancia em 1867, e se a houve, pelo menos, o mundo do seu cambio, todo oriundo de uma guerra que mudará muito a sua situação. bbox=[31, 1361, 264, 1402]
paragraph: Nossa praça tão cedo não dá esperanças de melhora na horrorosa crise monetaria que a tem opprimido de doze mezes para cá. bbox=[31, 412, 264, 443]
table-cell: 43 bbox=[743, 1120, 753, 1129]
paragraph: Regressára o vapor «Guaporé», da companhia Rio do Alto Amazonas, de sua viagem de exploração do Rio Juruá, com a prova da navegabilidade do mesmo por barcos de vapor. bbox=[767, 1003, 1001, 1044]
paragraph: Logo após, entrando o Sr. Zima no recinto, o Sr. presidente declarou que não havia numero para ser feita e dada a palavra a mais pessoas. bbox=[276, 1137, 510, 1168]
paragraph: Eis como terminou a sessão de hontem da assembléa. bbox=[276, 992, 510, 1013]
news-body-continued bbox=[522, 1296, 755, 1729]
paragraph: Chegou ao porto o vapor nacional Guará, vindo do Pará, trazendo a noticia de que em Belém se tinha festejado a chegada de S. Ex. o Sr. bispo. bbox=[1013, 981, 1246, 1012]
table-cell: 38 bbox=[699, 1215, 710, 1225]
paragraph: O Sr. Xisto de Paula Bahia, actor dramatico da companhia de que é director o Sr. Lopes Cardoso, obsequiou-nos com um exemplar da sua comedia em que propõe a um nome, em quatro actos. bbox=[522, 516, 755, 557]
table-cell: 37 bbox=[743, 1158, 753, 1167]
paragraph: O novo tratado do sultão, que porém vai abrir trafico de escravos, como se pode ler nos jornaes de Londres de sua parte ao contrario. bbox=[767, 725, 1001, 756]
subscriptions-outside-title: ASSIGNATURAS PARA FORA DA CAPITAL bbox=[1221, 220, 1411, 230]
header-row bbox=[25, 165, 1498, 273]
table-cell: 49 bbox=[743, 1139, 753, 1148]
table-row bbox=[522, 1234, 755, 1244]
paragraph: Uma supplantou interinamente a outra, mas, é chegado o momento daquella fazer pelo menos larga concessões a esta: de se abrir mão de um systema que centralisa todos os capitaes, em favor de um outro, que os possa descentralizar por todos os canaes da circulação desse vasto imperio. bbox=[276, 501, 510, 562]
